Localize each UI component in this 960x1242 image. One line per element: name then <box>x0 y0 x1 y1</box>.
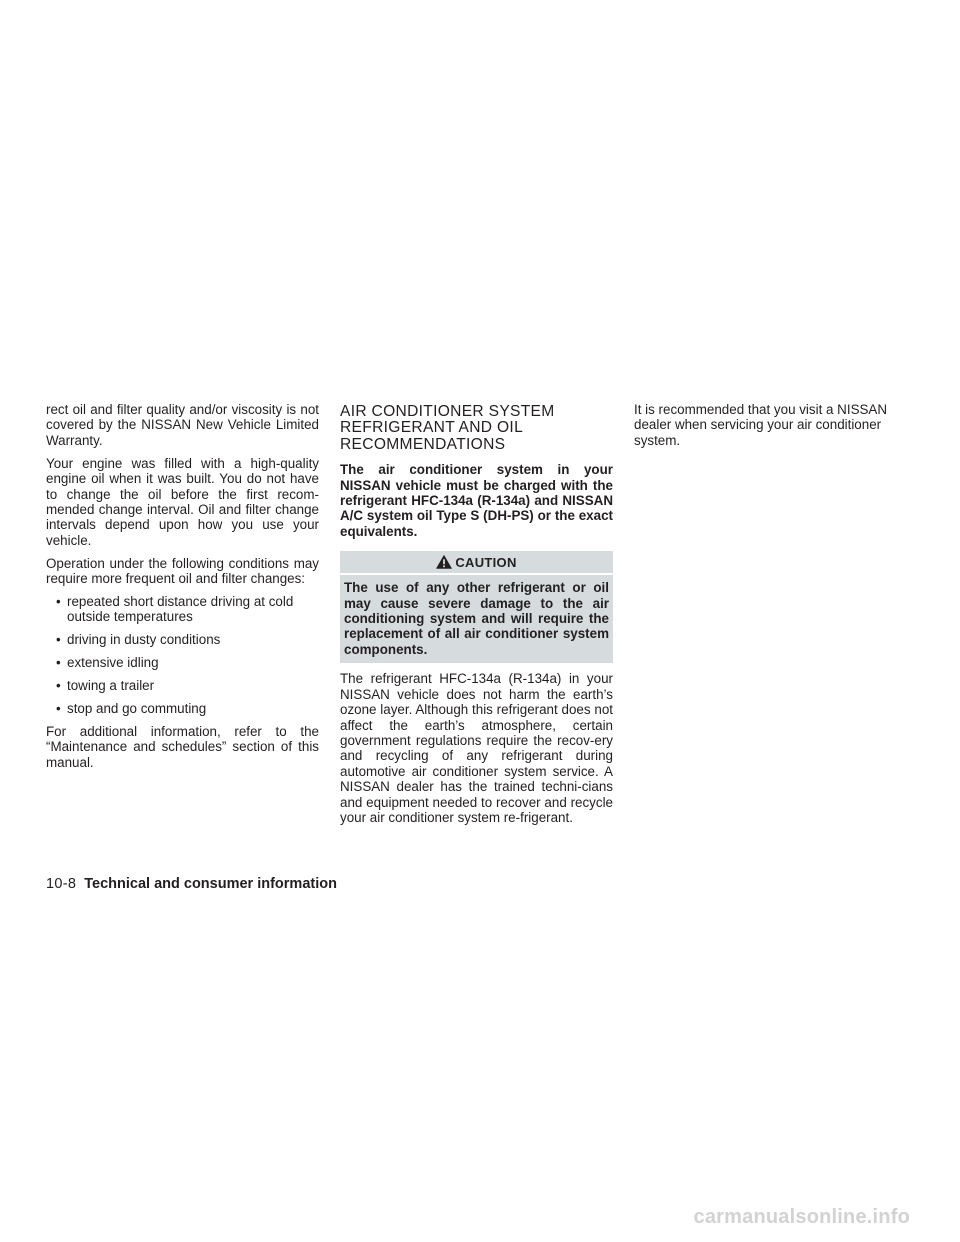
list-item-text: extensive idling <box>67 655 159 671</box>
bullet-icon: • <box>56 593 61 609</box>
column-middle <box>340 402 613 833</box>
caution-label: CAUTION <box>455 554 517 570</box>
paragraph-refrigerant-requirement: The air conditioner system in your NISSAN vehicle must be charged with the refrigerant HFC-134a (R-134a) and NISSAN A/C system oil Type S (DH-PS) or the exact equivalents. <box>340 462 613 539</box>
list-item-text: driving in dusty conditions <box>67 632 221 648</box>
warning-triangle-icon <box>436 555 452 569</box>
paragraph-refrigerant-info: The refrigerant HFC-134a (R-134a) in your NISSAN vehicle does not harm the earth’s ozone layer. Although this refrigerant does not affect the earth’s atmosphere, certain government regulations require the recov-ery and recycling of any refrigerant during automotive air conditioner system service. A NISSAN dealer has the trained techni-cians and equipment needed to recover and recycle your air conditioner system re-frigerant. <box>340 671 613 825</box>
paragraph-engine-oil: Your engine was filled with a high-quality engine oil when it was built. You do not have to change the oil before the first recom-mended change interval. Oil and filter change intervals depend upon how you use your vehicle. <box>46 455 319 548</box>
list-item <box>46 701 319 716</box>
list-item-text: stop and go commuting <box>67 701 207 716</box>
bullet-icon: • <box>56 678 61 694</box>
caution-header <box>340 551 613 575</box>
bullet-icon: • <box>56 655 61 671</box>
list-item <box>46 632 319 647</box>
bullet-icon: • <box>56 632 61 648</box>
paragraph-warranty-note: rect oil and filter quality and/or viscosity is not covered by the NISSAN New Vehicle Limited Warranty. <box>46 402 319 448</box>
page-number: 10-8 <box>46 876 77 892</box>
paragraph-dealer-recommendation: It is recommended that you visit a NISSAN dealer when servicing your air conditioner system. <box>634 402 888 448</box>
page-footer <box>46 876 337 892</box>
list-item-text: towing a trailer <box>67 678 155 694</box>
watermark: carmanualsonline.info <box>693 1206 910 1228</box>
list-item-text: repeated short distance driving at cold outside temperatures <box>67 593 294 625</box>
caution-box <box>340 551 613 663</box>
list-item <box>46 655 319 670</box>
section-heading: AIR CONDITIONER SYSTEM REFRIGERANT AND OIL RECOMMENDATIONS <box>340 403 555 453</box>
list-item <box>46 678 319 693</box>
bullet-icon: • <box>56 701 61 716</box>
list-item <box>46 594 319 625</box>
section-title: Technical and consumer information <box>84 876 337 892</box>
conditions-list <box>46 594 319 716</box>
column-right <box>634 402 907 456</box>
column-left <box>46 402 319 778</box>
paragraph-operation-conditions: Operation under the following conditions may require more frequent oil and filter changes: <box>46 555 319 587</box>
paragraph-additional-info: For additional information, refer to the “Maintenance and schedules” section of this manual. <box>46 723 319 770</box>
caution-text: The use of any other refrigerant or oil may cause severe damage to the air conditioning system and will require the replacement of all air conditioner system components. <box>344 580 609 657</box>
